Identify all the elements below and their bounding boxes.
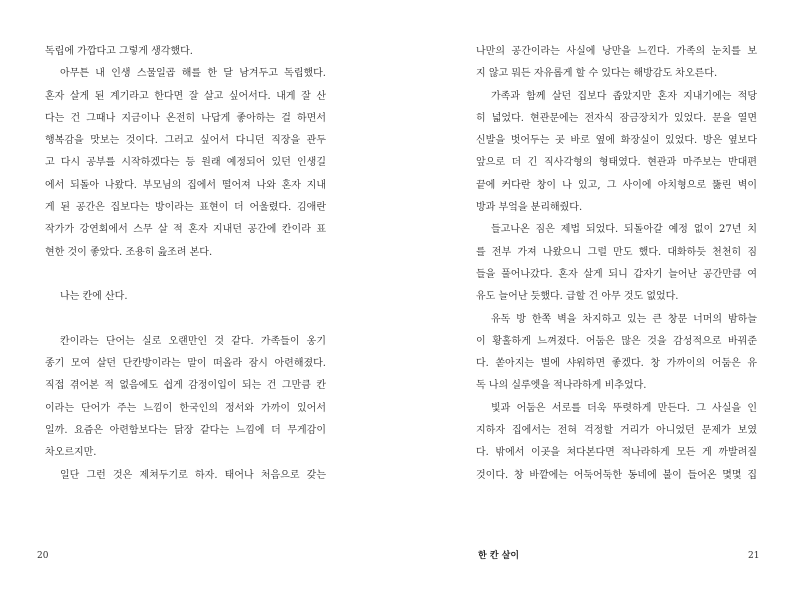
text-line: 다. 쏟아지는 별에 샤워하면 좋겠다. 창 가까이의 어둠은 유 <box>476 358 757 370</box>
text-line: 독립에 가깝다고 그렇게 생각했다. <box>45 46 193 57</box>
text-line: 고 다시 공부를 시작하겠다는 등 원래 예정되어 있던 인생길 <box>45 157 326 169</box>
text-line: 방과 부엌을 분리해줬다. <box>476 202 583 214</box>
text-line: 다. 밖에서 이곳을 쳐다본다면 적나라하게 모든 게 까발려질 <box>476 447 757 459</box>
text-line: 아무튼 내 인생 스물일곱 해를 한 달 남겨두고 독립했다. <box>60 68 326 80</box>
text-line: 혼자 살게 된 계기라고 한다면 잘 살고 싶어서다. 내게 잘 산 <box>45 90 326 102</box>
text-line: 다는 건 그때나 지금이나 온전히 나답게 좋아하는 걸 하면서 <box>45 112 326 124</box>
text-line: 신발을 벗어두는 곳 바로 옆에 화장실이 있었다. 방은 옆보다 <box>476 135 757 147</box>
text-line: 앞으로 더 긴 직사각형의 형태였다. 현관과 마주보는 반대편 <box>476 157 757 169</box>
text-line: 것이다. 창 바깥에는 어둑어둑한 동네에 불이 들어온 몇몇 집 <box>476 469 757 481</box>
text-line: 일까. 요즘은 아련함보다는 닭장 같다는 느낌에 더 무게감이 <box>45 425 326 437</box>
text-line: 유독 방 한쪽 벽을 차지하고 있는 큰 창문 너머의 밤하늘 <box>491 313 757 325</box>
right-page <box>400 0 800 592</box>
body-text <box>45 41 326 487</box>
text-line: 종기 모여 살던 단칸방이라는 말이 떠올라 잠시 아련해졌다. <box>45 358 326 370</box>
text-line: 이 황홀하게 느껴졌다. 어둠은 많은 것을 감성적으로 바꿔준 <box>476 335 757 347</box>
text-line: 작가가 강연회에서 스무 살 적 혼자 지내던 공간에 칸이라 표 <box>45 224 326 236</box>
text-line: 차오르지만. <box>45 447 97 459</box>
running-title: 한 칸 살이 <box>478 551 520 561</box>
text-line: 이라는 단어가 주는 느낌이 한국인의 정서와 가까이 있어서 <box>45 402 326 414</box>
text-line: 끝에 커다란 창이 나 있고, 그 사이에 아치형으로 뚫린 벽이 <box>476 179 757 191</box>
text-line: 행복감을 맛보는 것이다. 그러고 싶어서 다니던 직장을 관두 <box>45 135 326 147</box>
text-line: 지 않고 뭐든 자유롭게 할 수 있다는 해방감도 차오른다. <box>476 68 718 80</box>
text-line: 에서 되돌아 나왔다. 부모님의 집에서 떨어져 나와 혼자 지내 <box>45 179 326 191</box>
text-line: 히 넓었다. 현관문에는 전자식 잠금장치가 있었다. 문을 열면 <box>476 112 757 124</box>
text-line: 일단 그런 것은 제쳐두기로 하자. 태어나 처음으로 갖는 <box>60 469 326 481</box>
text-line: 들고나온 짐은 제법 되었다. 되돌아갈 예정 없이 27년 치 <box>491 224 757 236</box>
text-line: 를 전부 가져 나왔으니 그럴 만도 했다. 대화하듯 천천히 짐 <box>476 246 757 258</box>
body-text <box>476 41 757 487</box>
text-line: 현한 것이 좋았다. 조용히 읊조려 본다. <box>45 246 213 258</box>
text-line: 나만의 공간이라는 사실에 낭만을 느낀다. 가족의 눈치를 보 <box>476 46 757 57</box>
text-line: 가족과 함께 살던 집보다 좁았지만 혼자 지내기에는 적당 <box>491 90 757 102</box>
page-number: 21 <box>748 551 760 561</box>
text-line: 유도 늘어난 듯했다. 급할 건 아무 것도 없었다. <box>476 291 679 303</box>
text-line: 칸이라는 단어는 실로 오랜만인 것 같다. 가족들이 옹기 <box>60 335 326 347</box>
text-line: 지하자 집에서는 전혀 걱정할 거리가 아니었던 문제가 보였 <box>476 425 757 437</box>
page-number: 20 <box>37 551 49 561</box>
text-line: 들을 풀어나갔다. 혼자 살게 되니 갑자기 늘어난 공간만큼 여 <box>476 268 757 280</box>
text-line: 나는 칸에 산다. <box>60 291 128 303</box>
text-line: 빛과 어둠은 서로를 더욱 뚜렷하게 만든다. 그 사실을 인 <box>491 402 757 414</box>
text-line: 게 된 공간은 집보다는 방이라는 표현이 더 어울렸다. 김애란 <box>45 202 326 214</box>
text-line: 직접 겪어본 적 없음에도 쉽게 감정이입이 되는 건 그만큼 칸 <box>45 380 326 392</box>
text-line: 독 나의 실루엣을 적나라하게 비추었다. <box>476 380 647 392</box>
